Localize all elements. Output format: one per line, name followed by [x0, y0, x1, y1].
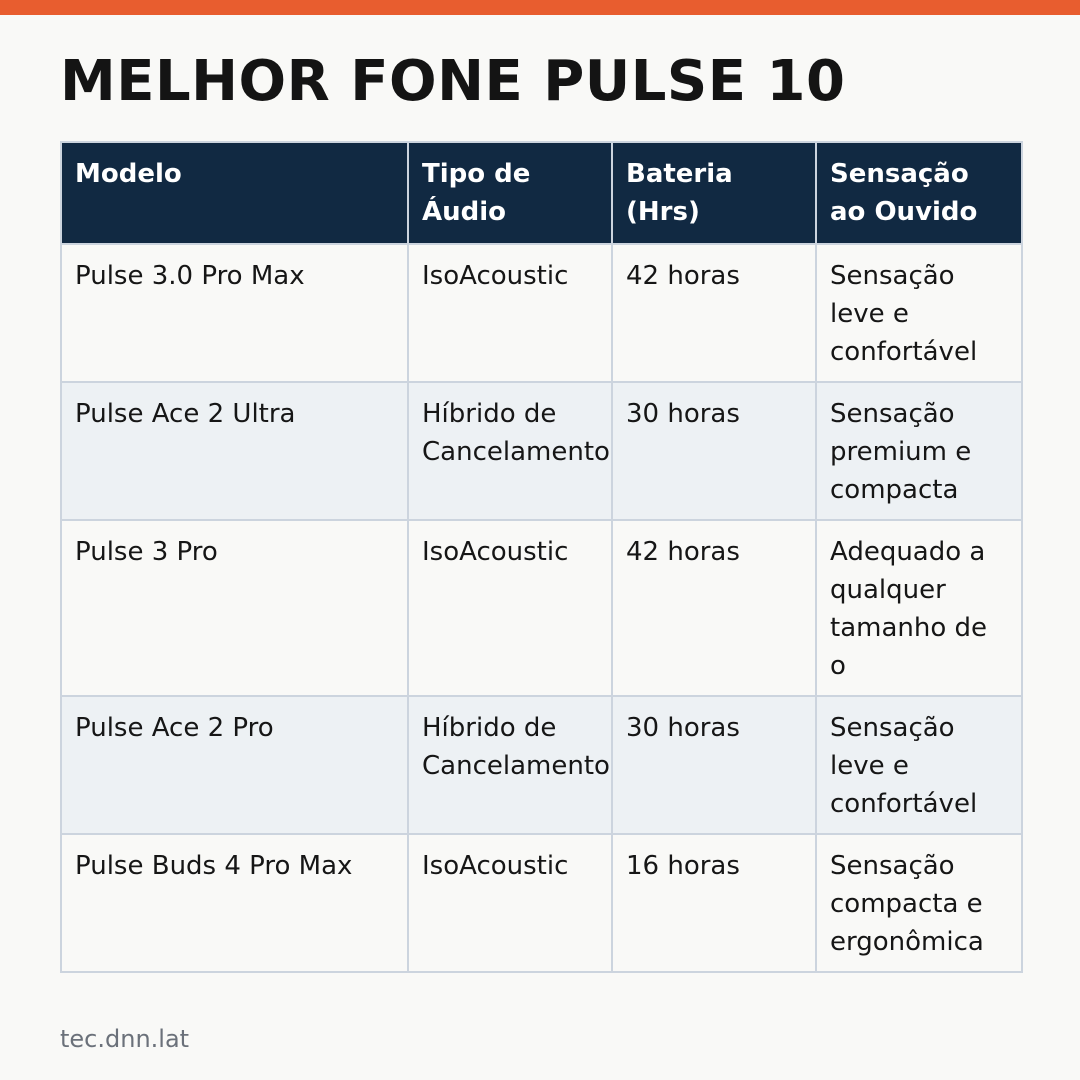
cell-sensacao: Sensação leve e confortável [816, 696, 1022, 834]
cell-tipo-audio: IsoAcoustic [408, 520, 612, 696]
comparison-table [60, 141, 1023, 973]
cell-bateria: 16 horas [612, 834, 816, 972]
cell-sensacao: Sensação compacta e ergonômica [816, 834, 1022, 972]
footer-url: tec.dnn.lat [60, 1025, 190, 1053]
table-header-row [61, 142, 1022, 244]
cell-modelo: Pulse Ace 2 Ultra [61, 382, 408, 520]
header-bateria: Bateria (Hrs) [612, 142, 816, 244]
table-row [61, 382, 1022, 520]
header-tipo-audio: Tipo de Áudio [408, 142, 612, 244]
cell-bateria: 30 horas [612, 696, 816, 834]
table-row [61, 834, 1022, 972]
cell-tipo-audio: Híbrido de Cancelamento [408, 696, 612, 834]
top-accent-bar [0, 0, 1080, 15]
cell-sensacao: Sensação premium e compacta [816, 382, 1022, 520]
cell-modelo: Pulse Ace 2 Pro [61, 696, 408, 834]
table-row [61, 520, 1022, 696]
cell-tipo-audio: Híbrido de Cancelamento [408, 382, 612, 520]
cell-modelo: Pulse 3.0 Pro Max [61, 244, 408, 382]
page-title: MELHOR FONE PULSE 10 [60, 49, 846, 114]
table-row [61, 696, 1022, 834]
cell-tipo-audio: IsoAcoustic [408, 244, 612, 382]
cell-modelo: Pulse Buds 4 Pro Max [61, 834, 408, 972]
table-row [61, 244, 1022, 382]
header-modelo: Modelo [61, 142, 408, 244]
cell-bateria: 30 horas [612, 382, 816, 520]
cell-sensacao: Sensação leve e confortável [816, 244, 1022, 382]
cell-tipo-audio: IsoAcoustic [408, 834, 612, 972]
cell-bateria: 42 horas [612, 244, 816, 382]
header-sensacao: Sensação ao Ouvido [816, 142, 1022, 244]
cell-modelo: Pulse 3 Pro [61, 520, 408, 696]
cell-sensacao: Adequado a qualquer tamanho de o [816, 520, 1022, 696]
cell-bateria: 42 horas [612, 520, 816, 696]
